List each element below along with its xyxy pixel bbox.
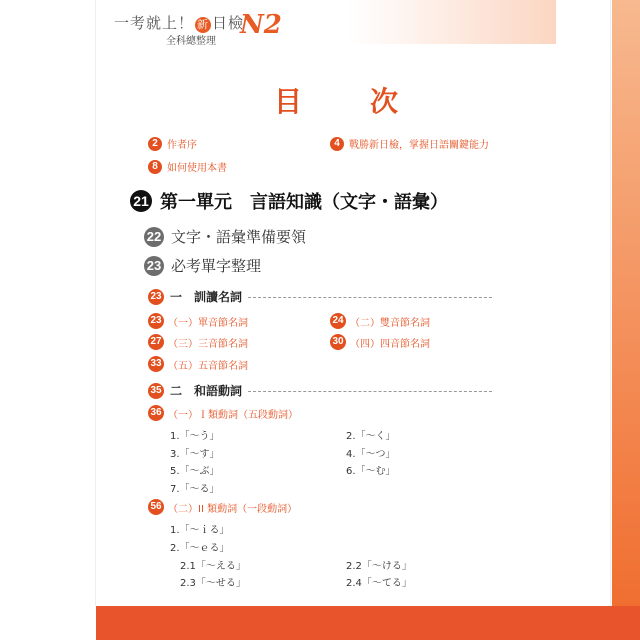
toc-entry-label: 如何使用本書 — [167, 163, 227, 174]
toc-entry-label: （二）II 類動詞（一段動詞） — [168, 503, 298, 515]
toc-entry-prep[interactable] — [144, 226, 306, 247]
toc-item[interactable]: 1.「～ｉる」 — [170, 525, 230, 536]
toc-subsection[interactable] — [148, 334, 248, 350]
book-subtitle: 全科總整理 — [166, 36, 216, 47]
page-number-badge: 36 — [148, 405, 164, 421]
toc-entry-intro[interactable] — [330, 136, 489, 151]
side-color-strip — [612, 0, 640, 640]
toc-entry-vocab[interactable] — [144, 255, 261, 276]
toc-item[interactable]: 5.「～ぶ」 — [170, 466, 220, 477]
toc-item[interactable]: 7.「～る」 — [170, 484, 220, 495]
toc-entry-preface[interactable] — [148, 136, 197, 151]
toc-item[interactable]: 6.「～む」 — [346, 466, 396, 477]
toc-item[interactable]: 2.「～く」 — [346, 431, 396, 442]
toc-section-verbs[interactable] — [148, 382, 242, 399]
page-number-badge: 23 — [148, 313, 164, 329]
toc-entry-label: 文字・語彙準備要領 — [171, 228, 307, 246]
toc-item[interactable]: 4.「～つ」 — [346, 449, 396, 460]
toc-entry-label: 必考單字整理 — [171, 257, 262, 275]
section-divider — [248, 297, 492, 298]
page-number-badge: 22 — [144, 227, 164, 247]
bottom-color-strip — [0, 606, 640, 640]
page-number-badge: 23 — [148, 289, 164, 305]
toc-subsection[interactable] — [148, 313, 248, 329]
page-number-badge: 30 — [330, 334, 346, 350]
toc-item[interactable]: 2.「～ｅる」 — [170, 543, 230, 554]
toc-entry-label: （四）四音節名詞 — [350, 338, 430, 350]
page-number-badge: 56 — [148, 499, 164, 515]
toc-entry-label: （二）雙音節名詞 — [350, 317, 430, 329]
toc-entry-label: 戰勝新日檢，掌握日語關鍵能力 — [349, 140, 489, 151]
page-number-badge: 4 — [330, 137, 344, 151]
toc-item[interactable]: 1.「～う」 — [170, 431, 220, 442]
page-number-badge: 33 — [148, 356, 164, 372]
toc-item[interactable]: 2.2「～ける」 — [346, 561, 412, 572]
toc-subsection[interactable] — [148, 405, 298, 421]
toc-entry-label: 第一單元 言語知識（文字・語彙） — [160, 192, 448, 213]
toc-entry-label: 作者序 — [167, 140, 197, 151]
toc-entry-label: （一）單音節名詞 — [168, 317, 248, 329]
toc-entry-label: 二 和語動詞 — [170, 384, 243, 398]
toc-subsection[interactable] — [330, 313, 430, 329]
page-number-badge: 8 — [148, 160, 162, 174]
toc-unit-heading[interactable] — [130, 188, 448, 214]
toc-item[interactable]: 2.4「～てる」 — [346, 578, 412, 589]
toc-entry-label: （一）Ｉ類動詞（五段動詞） — [168, 409, 298, 421]
toc-section-nouns[interactable] — [148, 288, 242, 305]
toc-subsection[interactable] — [148, 499, 297, 515]
level-badge: N2 — [240, 10, 282, 40]
bottom-margin — [0, 606, 96, 640]
toc-item[interactable]: 3.「～す」 — [170, 449, 220, 460]
page-number-badge: 21 — [130, 190, 152, 212]
page-number-badge: 2 — [148, 137, 162, 151]
toc-subsection[interactable] — [148, 356, 248, 372]
page-number-badge: 35 — [148, 383, 164, 399]
page-number-badge: 24 — [330, 313, 346, 329]
toc-entry-label: （五）五音節名詞 — [168, 360, 248, 372]
toc-item[interactable]: 2.1「～える」 — [180, 561, 246, 572]
toc-subsection[interactable] — [330, 334, 430, 350]
section-divider — [248, 391, 492, 392]
new-badge: 新 — [197, 18, 210, 31]
toc-entry-label: （三）三音節名詞 — [168, 338, 248, 350]
page-title: 目 次 — [274, 85, 419, 118]
book-title-pre: 一考就上！ — [114, 14, 195, 32]
toc-entry-how-to-use[interactable] — [148, 159, 227, 174]
book-title-post: 日檢 — [212, 14, 245, 32]
toc-item[interactable]: 2.3「～せる」 — [180, 578, 246, 589]
page-number-badge: 23 — [144, 256, 164, 276]
toc-entry-label: 一 訓讀名詞 — [170, 290, 243, 304]
book-title — [114, 12, 244, 33]
page-number-badge: 27 — [148, 334, 164, 350]
